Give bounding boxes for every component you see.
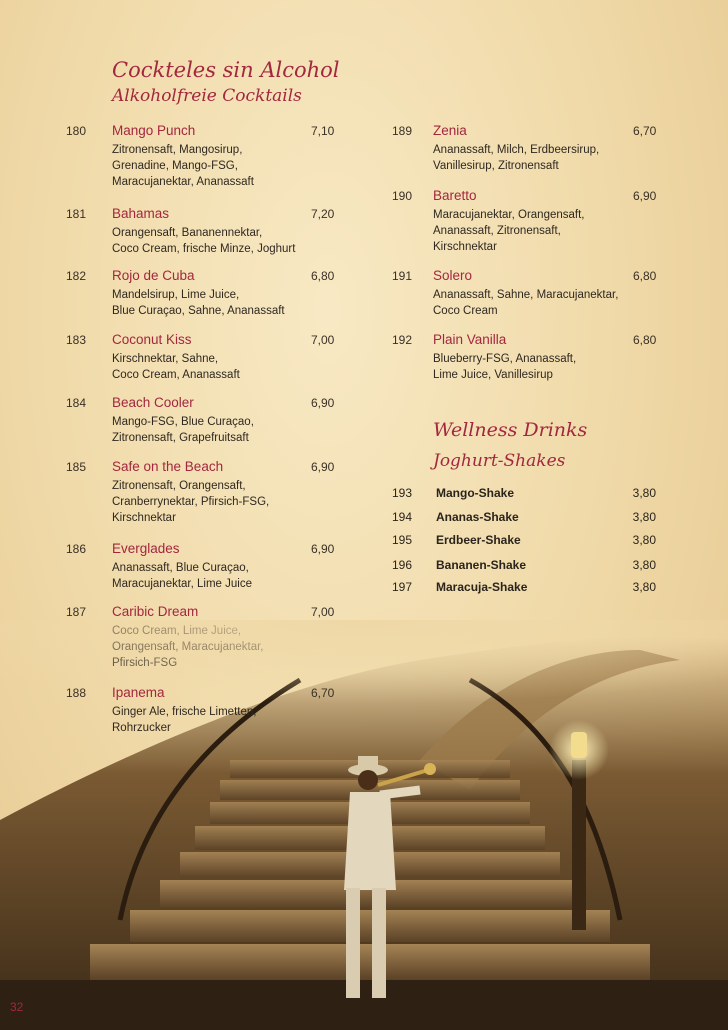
trumpeter-staircase-illustration xyxy=(0,620,728,1030)
page-number: 32 xyxy=(10,1000,24,1014)
item-price: 6,90 xyxy=(311,542,335,556)
item-number: 191 xyxy=(392,269,413,283)
item-price: 6,70 xyxy=(633,124,657,138)
item-name: Bananen-Shake xyxy=(436,558,527,572)
shake-item xyxy=(392,533,658,551)
item-description: Blueberry-FSG, Ananassaft, Lime Juice, Vanillesirup xyxy=(433,353,577,381)
item-price: 7,20 xyxy=(311,207,335,221)
item-price: 6,90 xyxy=(311,396,335,410)
item-number: 185 xyxy=(66,460,87,474)
item-name: Mango Punch xyxy=(112,123,196,138)
item-number: 195 xyxy=(392,533,413,547)
item-name: Mango-Shake xyxy=(436,486,515,500)
item-description: Ananassaft, Sahne, Maracujanektar, Coco Cream xyxy=(433,289,619,317)
item-name: Baretto xyxy=(433,188,477,203)
item-price: 6,90 xyxy=(633,189,657,203)
item-description: Zitronensaft, Mangosirup, Grenadine, Mango-FSG, Maracujanektar, Ananassaft xyxy=(112,144,254,188)
item-number: 187 xyxy=(66,605,87,619)
item-number: 184 xyxy=(66,396,87,410)
item-description: Ananassaft, Blue Curaçao, Maracujanektar, Lime Juice xyxy=(112,562,252,590)
section-title: Cockteles sin Alcohol xyxy=(112,58,340,82)
item-description: Mandelsirup, Lime Juice, Blue Curaçao, Sahne, Ananassaft xyxy=(112,289,285,317)
item-price: 3,80 xyxy=(632,486,656,500)
item-number: 186 xyxy=(66,542,87,556)
item-price: 6,80 xyxy=(311,269,335,283)
shake-item xyxy=(392,510,658,528)
item-description: Mango-FSG, Blue Curaçao, Zitronensaft, Grapefruitsaft xyxy=(112,416,254,444)
item-number: 180 xyxy=(66,124,87,138)
item-name: Safe on the Beach xyxy=(112,459,224,474)
item-price: 3,80 xyxy=(632,533,656,547)
item-name: Erdbeer-Shake xyxy=(436,533,521,547)
item-description: Zitronensaft, Orangensaft, Cranberrynektar, Pfirsich-FSG, Kirschnektar xyxy=(112,480,270,524)
item-description: Orangensaft, Bananennektar, Coco Cream, frische Minze, Joghurt xyxy=(112,227,296,255)
item-price: 6,70 xyxy=(311,686,335,700)
item-number: 193 xyxy=(392,486,413,500)
item-description: Ginger Ale, frische Limetten, Rohrzucker xyxy=(112,706,257,734)
item-description: Maracujanektar, Orangensaft, Ananassaft, Zitronensaft, Kirschnektar xyxy=(433,209,585,253)
item-price: 3,80 xyxy=(632,558,656,572)
item-number: 182 xyxy=(66,269,87,283)
item-name: Ananas-Shake xyxy=(436,510,519,524)
item-number: 181 xyxy=(66,207,87,221)
item-number: 196 xyxy=(392,558,413,572)
item-price: 3,80 xyxy=(632,510,656,524)
shake-item xyxy=(392,558,658,576)
item-number: 189 xyxy=(392,124,413,138)
section-subtitle: Alkoholfreie Cocktails xyxy=(112,86,302,106)
item-number: 194 xyxy=(392,510,413,524)
shake-item xyxy=(392,580,658,598)
item-name: Bahamas xyxy=(112,206,170,221)
item-name: Everglades xyxy=(112,541,180,556)
wellness-title: Wellness Drinks xyxy=(433,419,588,441)
item-price: 6,80 xyxy=(633,333,657,347)
wellness-subtitle: Joghurt-Shakes xyxy=(433,451,566,471)
item-name: Maracuja-Shake xyxy=(436,580,528,594)
item-price: 7,00 xyxy=(311,333,335,347)
item-description: Ananassaft, Milch, Erdbeersirup, Vanillesirup, Zitronensaft xyxy=(433,144,600,172)
item-price: 7,00 xyxy=(311,605,335,619)
item-name: Beach Cooler xyxy=(112,395,194,410)
item-name: Plain Vanilla xyxy=(433,332,507,347)
item-name: Solero xyxy=(433,268,473,283)
shake-item xyxy=(392,486,658,504)
item-number: 190 xyxy=(392,189,413,203)
item-name: Rojo de Cuba xyxy=(112,268,195,283)
item-number: 197 xyxy=(392,580,413,594)
item-number: 188 xyxy=(66,686,87,700)
item-number: 183 xyxy=(66,333,87,347)
item-name: Caribic Dream xyxy=(112,604,199,619)
item-price: 6,80 xyxy=(633,269,657,283)
item-description: Kirschnektar, Sahne, Coco Cream, Ananassaft xyxy=(112,353,240,381)
item-name: Zenia xyxy=(433,123,467,138)
item-price: 7,10 xyxy=(311,124,335,138)
item-number: 192 xyxy=(392,333,413,347)
item-name: Coconut Kiss xyxy=(112,332,192,347)
staircase-photo xyxy=(0,620,728,1030)
item-price: 3,80 xyxy=(632,580,656,594)
item-name: Ipanema xyxy=(112,685,165,700)
item-price: 6,90 xyxy=(311,460,335,474)
